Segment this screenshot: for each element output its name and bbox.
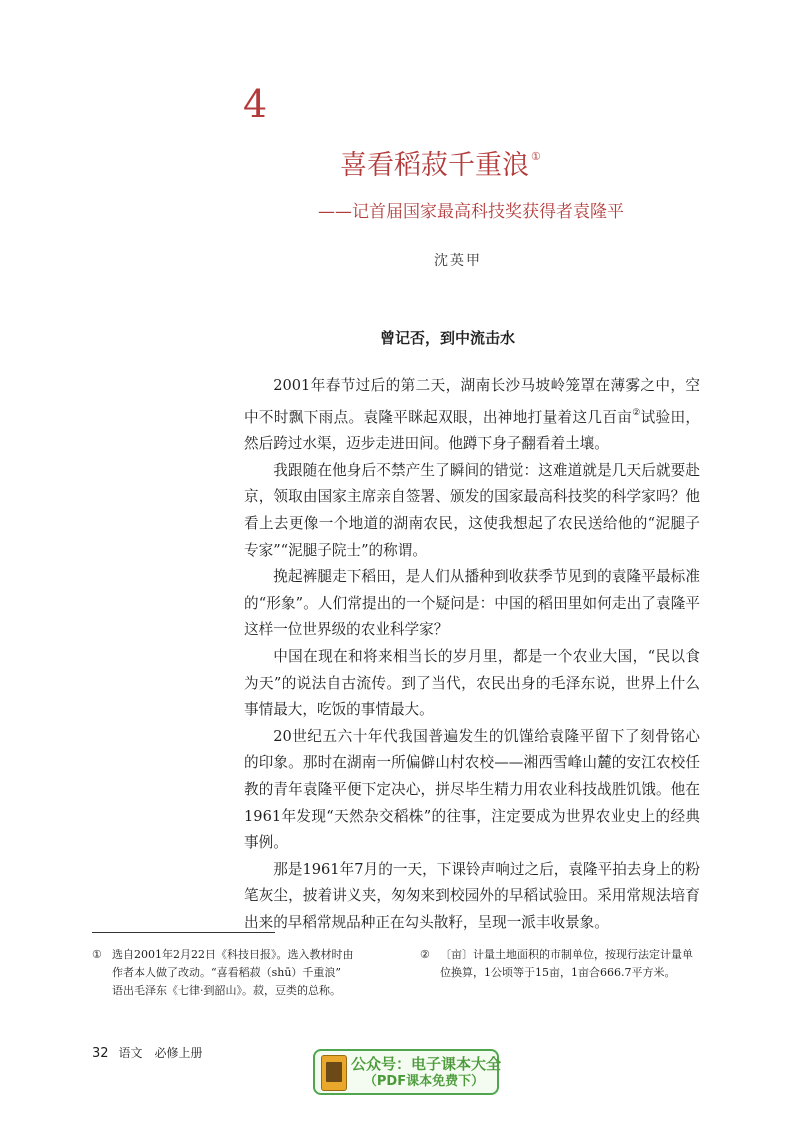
paragraph: 那是1961年7月的一天，下课铃声响过之后，袁隆平拍去身上的粉笔灰尘，披着讲义夹，匆匆来到校园外的早稻试验田。采用常规法培育出来的早稻常规品种正在勾头散籽，呈现一派丰收景象。 (244, 860, 700, 931)
footnote-mark: ① (92, 948, 102, 961)
watermark-line-1: 公众号：电子课本大全 (351, 1055, 502, 1073)
page-number: 32 (92, 1046, 109, 1061)
paragraph: 20世纪五六十年代我国普遍发生的饥馑给袁隆平留下了刻骨铭心的印象。那时在湖南一所偏僻山村农校——湘西雪峰山麓的安江农校任教的青年袁隆平便下定决心，拼尽毕生精力用农业科技战胜饥饿。他在1961年发现“天然杂交稻株”的往事，注定要成为世界农业史上的经典事例。 (244, 727, 700, 852)
book-icon (321, 1055, 347, 1091)
author-name: 沈英甲 (434, 253, 482, 269)
footnote-text: 选自2001年2月22日《科技日报》。选入教材时由 (112, 948, 354, 961)
paragraph-text: 试验田，然后跨过水渠，迈步走进田间。他蹲下身子翻看着土壤。 (244, 408, 700, 453)
title-text: 喜看稻菽千重浪 (340, 150, 529, 181)
footnote-1 (92, 946, 392, 1000)
watermark-badge (313, 1049, 502, 1095)
paragraph (244, 373, 700, 458)
footnote-marker: ② (632, 407, 641, 418)
book-title: 语文 必修上册 (118, 1046, 203, 1060)
footnote-text: 语出毛泽东《七律·到韶山》。菽，豆类的总称。 (112, 984, 341, 997)
chapter-number: 4 (243, 82, 268, 126)
title-footnote-marker: ① (531, 150, 541, 163)
footnote-divider (92, 932, 275, 933)
article-body (244, 373, 700, 936)
paragraph: 我跟随在他身后不禁产生了瞬间的错觉：这难道就是几天后就要赴京，领取由国家主席亲自签署、颁发的国家最高科技奖的科学家吗？他看上去更像一个地道的湖南农民，这使我想起了农民送给他的“泥腿子专家”“泥腿子院士”的称谓。 (244, 461, 700, 559)
paragraph-text: 2001年春节过后的第二天，湖南长沙马坡岭笼罩在薄雾之中，空中不时飘下雨点。袁隆平眯起双眼，出神地打量着这几百亩 (244, 377, 700, 426)
footnote-text: 作者本人做了改动。“喜看稻菽（shū）千重浪” (112, 966, 342, 979)
footnote-mark: ② (420, 948, 430, 961)
article-title (340, 137, 541, 186)
article-subtitle: ——记首届国家最高科技奖获得者袁隆平 (318, 202, 624, 222)
watermark-line-2: （PDF课本免费下） (363, 1074, 485, 1089)
page-footer (92, 1043, 203, 1064)
section-heading: 曾记否，到中流击水 (379, 329, 515, 347)
footnote-text: 位换算，1公顷等于15亩，1亩合666.7平方米。 (440, 966, 676, 979)
paragraph: 中国在现在和将来相当长的岁月里，都是一个农业大国，“民以食为天”的说法自古流传。到了当代，农民出身的毛泽东说，世界上什么事情最大，吃饭的事情最大。 (244, 647, 700, 719)
footnote-text: 〔亩〕计量土地面积的市制单位，按现行法定计量单 (440, 948, 693, 961)
footnote-2 (420, 946, 710, 982)
paragraph: 挽起裤腿走下稻田，是人们从播种到收获季节见到的袁隆平最标准的“形象”。人们常提出的一个疑问是：中国的稻田里如何走出了袁隆平这样一位世界级的农业科学家？ (244, 568, 700, 639)
